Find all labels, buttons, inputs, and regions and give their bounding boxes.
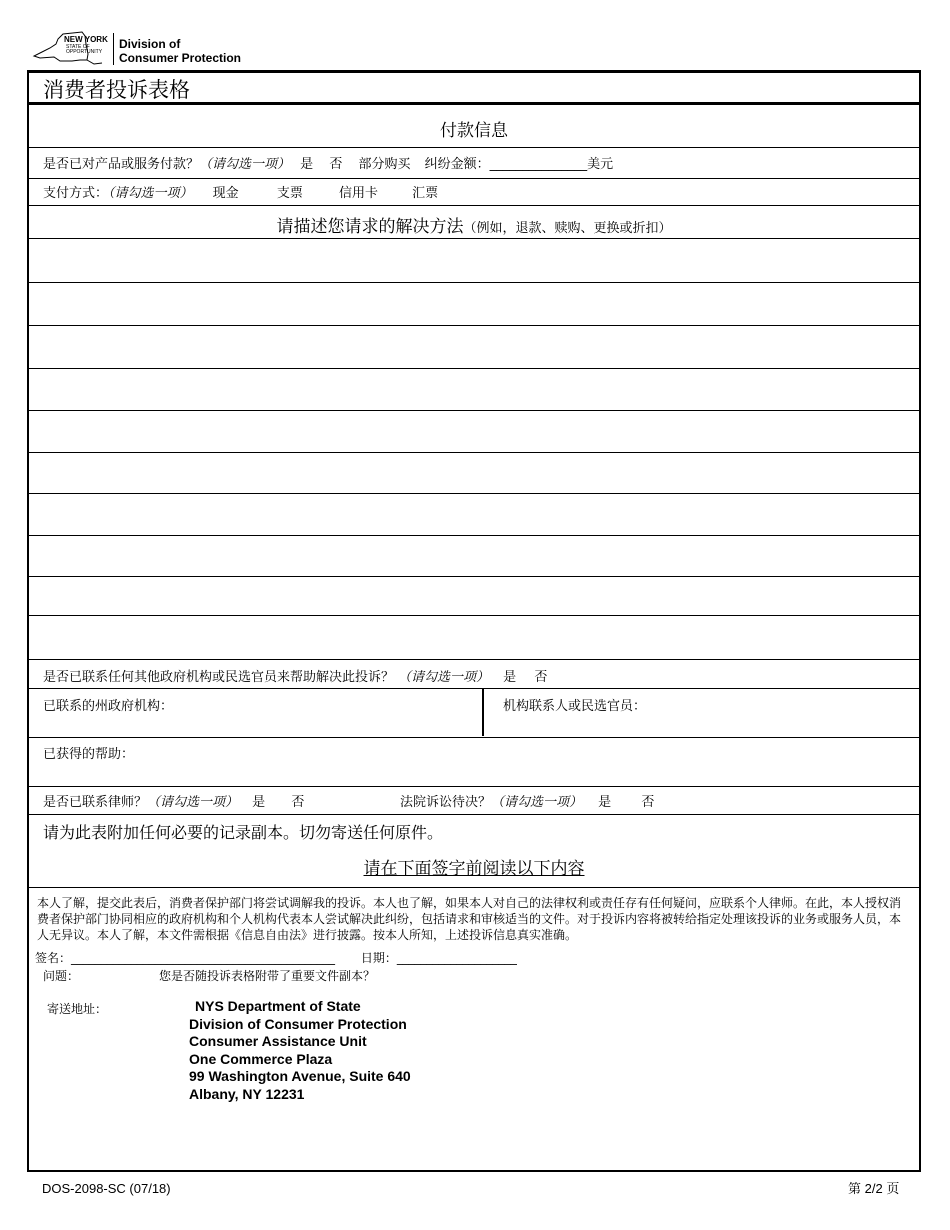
divider: [29, 737, 919, 738]
question-label: 问题：: [43, 969, 80, 983]
state-agency-label: 已联系的州政府机构：: [43, 699, 174, 714]
form-code: DOS-2098-SC (07/18): [42, 1181, 171, 1196]
help-received-label: 已获得的帮助：: [43, 747, 135, 762]
resolution-writing-line[interactable]: [29, 410, 919, 411]
payment-credit-card-option[interactable]: 信用卡: [338, 186, 378, 201]
logo-divider: [113, 33, 114, 65]
payment-money-order-option[interactable]: 汇票: [412, 186, 439, 201]
paid-no-option[interactable]: 否: [329, 157, 343, 172]
payment-check-option[interactable]: 支票: [276, 186, 303, 201]
court-yes-option[interactable]: 是: [598, 795, 612, 810]
agency-no-option[interactable]: 否: [534, 670, 548, 685]
agency-contact-label: 机构联系人或民选官员：: [503, 699, 647, 714]
payment-cash-option[interactable]: 现金: [212, 186, 239, 201]
mail-to-label: 寄送地址：: [47, 1002, 108, 1016]
form-title: 消费者投诉表格: [43, 78, 190, 102]
divider: [29, 688, 919, 689]
division-name: Division of Consumer Protection: [119, 37, 242, 65]
mail-address-line: Consumer Assistance Unit: [189, 1033, 367, 1049]
mail-address-line: NYS Department of State: [195, 998, 361, 1014]
signature-field[interactable]: ____________________________________________: [71, 951, 336, 965]
resolution-writing-line[interactable]: [29, 325, 919, 326]
resolution-writing-line[interactable]: [29, 282, 919, 283]
divider: [29, 814, 919, 815]
logo-new-york: NEW YORK: [64, 35, 108, 44]
complaint-form: [27, 70, 921, 1172]
divider: [29, 786, 919, 787]
resolution-writing-line[interactable]: [29, 368, 919, 369]
divider: [29, 887, 919, 888]
paid-question-row: 是否已对产品或服务付款？（请勾选一项） 是 否 部分购买 纠纷金额：_______________美元: [43, 157, 614, 172]
paid-partial-option[interactable]: 部分购买: [358, 157, 411, 172]
divider: [29, 178, 919, 179]
paid-yes-option[interactable]: 是: [300, 157, 314, 172]
resolution-writing-line[interactable]: [29, 576, 919, 577]
statement-paragraph: 本人了解，提交此表后，消费者保护部门将尝试调解我的投诉。本人也了解，如果本人对自己的法律权利或责任存有任何疑问，应联系个人律师。在此，本人授权消费者保护部门协同相应的政府机构和个人机构代表本人尝试解决此纠纷，包括请求和审核适当的文件。对于投诉内容将被转给指定处理该投诉的业务或服务人员，本人无异议。本人了解，本文件需根据《信息自由法》进行披露。按本人所知，上述投诉信息真实准确。: [37, 896, 902, 942]
question-text: 您是否随投诉表格附带了重要文件副本？: [159, 969, 376, 983]
resolution-hint: （例如，退款、赎购、更换或折扣）: [463, 221, 672, 236]
payment-section-title: 付款信息: [440, 121, 508, 141]
divider: [29, 238, 919, 239]
page-number: 第 2/2 页: [848, 1181, 900, 1196]
contacted-agency-row: 是否已联系任何其他政府机构或民选官员来帮助解决此投诉？ （请勾选一项） 是 否: [43, 670, 548, 685]
mail-address-line: Albany, NY 12231: [189, 1085, 305, 1102]
resolution-title-row: [29, 216, 919, 238]
resolution-writing-line[interactable]: [29, 535, 919, 536]
read-before-sign-heading: 请在下面签字前阅读以下内容: [363, 859, 585, 879]
mail-address-line: 99 Washington Avenue, Suite 640: [189, 1068, 411, 1084]
mail-address-line: Division of Consumer Protection: [189, 1015, 407, 1032]
payment-method-row: 支付方式：（请勾选一项） 现金 支票 信用卡 汇票: [43, 186, 439, 201]
divider: [29, 659, 919, 660]
mail-address-line: One Commerce Plaza: [189, 1050, 333, 1067]
court-row: 法院诉讼待决？（请勾选一项） 是 否: [400, 795, 655, 810]
lawyer-row: 是否已联系律师？（请勾选一项） 是 否: [43, 795, 305, 810]
divider: [29, 102, 919, 105]
logo-state-of: STATE OF OPPORTUNITY: [66, 44, 103, 55]
resolution-writing-line[interactable]: [29, 615, 919, 616]
signature-row: 签名：____________________________________________ 日期：____________________: [35, 951, 517, 965]
date-field[interactable]: ____________________: [396, 951, 517, 965]
attach-copies-note: 请为此表附加任何必要的记录副本。切勿寄送任何原件。: [43, 823, 444, 842]
resolution-writing-line[interactable]: [29, 452, 919, 453]
dispute-amount-field[interactable]: _______________: [489, 157, 588, 172]
divider: [29, 205, 919, 206]
court-no-option[interactable]: 否: [641, 795, 655, 810]
resolution-writing-line[interactable]: [29, 493, 919, 494]
resolution-title: 请描述您请求的解决方法: [276, 217, 464, 237]
lawyer-yes-option[interactable]: 是: [252, 795, 266, 810]
column-divider: [482, 688, 484, 736]
lawyer-no-option[interactable]: 否: [291, 795, 305, 810]
divider: [29, 147, 919, 148]
agency-yes-option[interactable]: 是: [503, 670, 517, 685]
